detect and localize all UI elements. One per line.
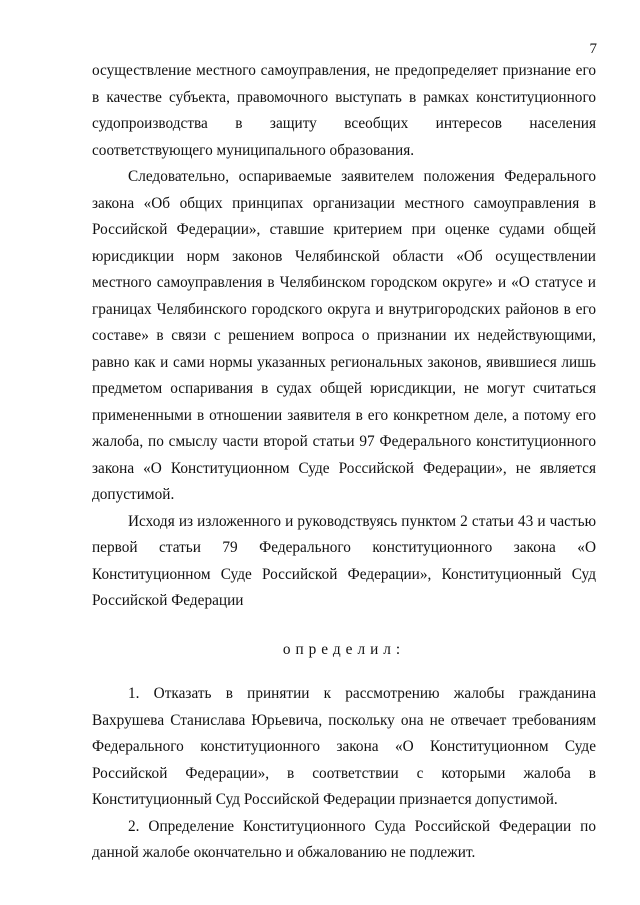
decision-heading: определил: bbox=[282, 640, 406, 658]
paragraph-continuation: осуществление местного самоуправления, не предопределяет признание его в качестве субъекта, правомочного выступать в рамках конституционного судопроизводства в защиту всеобщих интересов населения соответствующего муниципального образования. bbox=[92, 62, 596, 159]
document-body bbox=[92, 58, 596, 867]
resolution-item-1: 1. Отказать в принятии к рассмотрению жалобы гражданина Вахрушева Станислава Юрьевича, поскольку она не отвечает требованиям Федерального конституционного закона «О Конституционном Суде Российской Федерации», в соответствии с которыми жалоба в Конституционный Суд Российской Федерации признается допустимой. bbox=[92, 685, 596, 808]
paragraph-reasoning: Следовательно, оспариваемые заявителем положения Федерального закона «Об общих принципах организации местного самоуправления в Российской Федерации», ставшие критерием при оценке судами общей юрисдикции норм законов Челябинской области «Об осуществлении местного самоуправления в Челябинском городском округе» и «О статусе и границах Челябинского городского округа и внутригородских районов в его составе» в связи с решением вопроса о признании их недействующими, равно как и сами нормы указанных региональных законов, явившиеся лишь предметом оспаривания в судах общей юрисдикции, не могут считаться примененными в отношении заявителя в его конкретном деле, а потому его жалоба, по смыслу части второй статьи 97 Федерального конституционного закона «О Конституционном Суде Российской Федерации», не является допустимой. bbox=[92, 168, 596, 503]
resolution-item-2: 2. Определение Конституционного Суда Российской Федерации по данной жалобе окончательно и обжалованию не подлежит. bbox=[92, 817, 596, 861]
paragraph-grounds: Исходя из изложенного и руководствуясь пунктом 2 статьи 43 и частью первой статьи 79 Федерального конституционного закона «О Конституционном Суде Российской Федерации», Конституционный Суд Российской Федерации bbox=[92, 512, 596, 609]
page-number: 7 bbox=[589, 41, 597, 57]
